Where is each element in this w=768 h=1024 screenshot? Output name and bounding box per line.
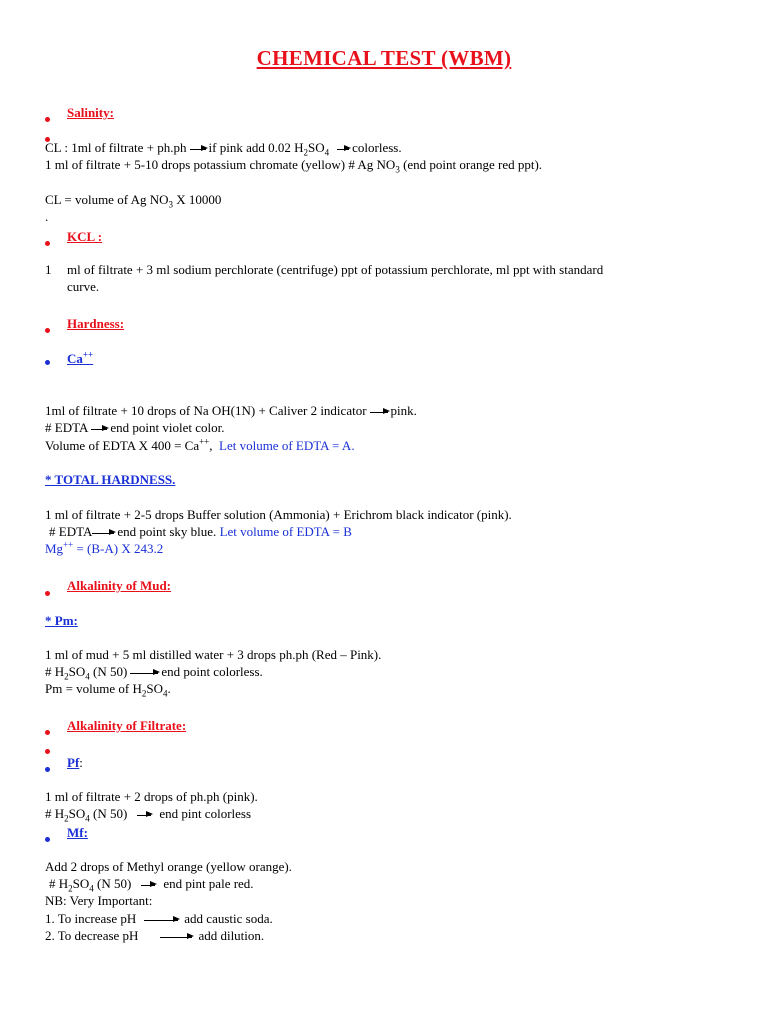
bullet [45, 110, 53, 126]
heading-pf: Pf: [67, 755, 83, 770]
arrow-icon [92, 533, 114, 534]
bullet [45, 760, 53, 776]
nb-item-2: 2. To decrease pH add dilution. [45, 928, 265, 943]
kcl-line-1: ml of filtrate + 3 ml sodium perchlorate (centrifuge) ppt of potassium perchlorate, ml ppt with standard [67, 262, 604, 277]
arrow-icon [144, 920, 178, 921]
salinity-line-2: 1 ml of filtrate + 5-10 drops potassium chromate (yellow) # Ag $NO_3$ (end point orange red ppt). [45, 157, 543, 175]
pm-line-2: # $H_2SO_4$ (N 50) end point colorless. [45, 664, 263, 682]
mf-line-2: # $H_2SO_4$ (N 50) end pint pale red. [49, 876, 254, 894]
heading-alkalinity-filtrate: Alkalinity of Filtrate: [67, 718, 187, 733]
total-hardness-line-1: 1 ml of filtrate + 2-5 drops Buffer solution (Ammonia) + Erichrom black indicator (pink). [45, 507, 512, 522]
heading-mf: Mf: [67, 825, 88, 840]
bullet [45, 234, 53, 250]
nb-item-1: 1. To increase pH add caustic soda. [45, 911, 273, 926]
mf-line-1: Add 2 drops of Methyl orange (yellow orange). [45, 859, 292, 874]
bullet [45, 584, 53, 600]
hardness-line-2: # EDTA end point violet color. [45, 420, 225, 435]
hardness-line-3: Volume of EDTA X 400 = Ca++, Let volume of EDTA = A. [45, 436, 355, 453]
pm-line-1: 1 ml of mud + 5 ml distilled water + 3 drops ph.ph (Red – Pink). [45, 647, 382, 662]
heading-total-hardness: * TOTAL HARDNESS. [45, 472, 176, 487]
hardness-line-1: 1ml of filtrate + 10 drops of Na OH(1N) + Caliver 2 indicator pink. [45, 403, 417, 418]
arrow-icon [370, 412, 388, 413]
arrow-icon [91, 429, 107, 430]
pf-line-2: # $H_2SO_4$ (N 50) end pint colorless [45, 806, 252, 824]
total-hardness-line-3: Mg++ = (B-A) X 243.2 [45, 539, 164, 556]
heading-hardness: Hardness: [67, 316, 125, 331]
heading-kcl: KCL : [67, 229, 103, 244]
nb-line: NB: Very Important: [45, 893, 153, 908]
pf-line-1: 1 ml of filtrate + 2 drops of ph.ph (pink). [45, 789, 258, 804]
bullet [45, 353, 53, 369]
salinity-line-3: CL = volume of Ag $NO_3$ X 10000 [45, 192, 222, 210]
arrow-icon [137, 815, 151, 816]
total-hardness-line-2: # EDTA end point sky blue. Let volume of EDTA = B [49, 524, 352, 539]
heading-ca: Ca++ [67, 349, 94, 366]
arrow-icon [337, 149, 349, 150]
kcl-line-2: curve. [67, 279, 100, 294]
arrow-icon [141, 885, 155, 886]
arrow-icon [190, 149, 206, 150]
bullet [45, 723, 53, 739]
arrow-icon [160, 937, 192, 938]
bullet [45, 321, 53, 337]
arrow-icon [130, 673, 158, 674]
heading-salinity: Salinity: [67, 105, 114, 120]
salinity-line-1: CL : 1ml of filtrate + ph.ph if pink add 0.02 $H_2SO_4$ colorless. [45, 140, 402, 158]
heading-alkalinity-mud: Alkalinity of Mud: [67, 578, 172, 593]
pm-line-3: Pm = volume of $H_2SO_4$. [45, 681, 171, 699]
salinity-dot: . [45, 209, 49, 224]
page-title: CHEMICAL TEST (WBM) [256, 46, 512, 70]
bullet [45, 742, 53, 758]
bullet [45, 830, 53, 846]
heading-pm: * Pm: [45, 613, 78, 628]
kcl-number: 1 [45, 262, 52, 277]
